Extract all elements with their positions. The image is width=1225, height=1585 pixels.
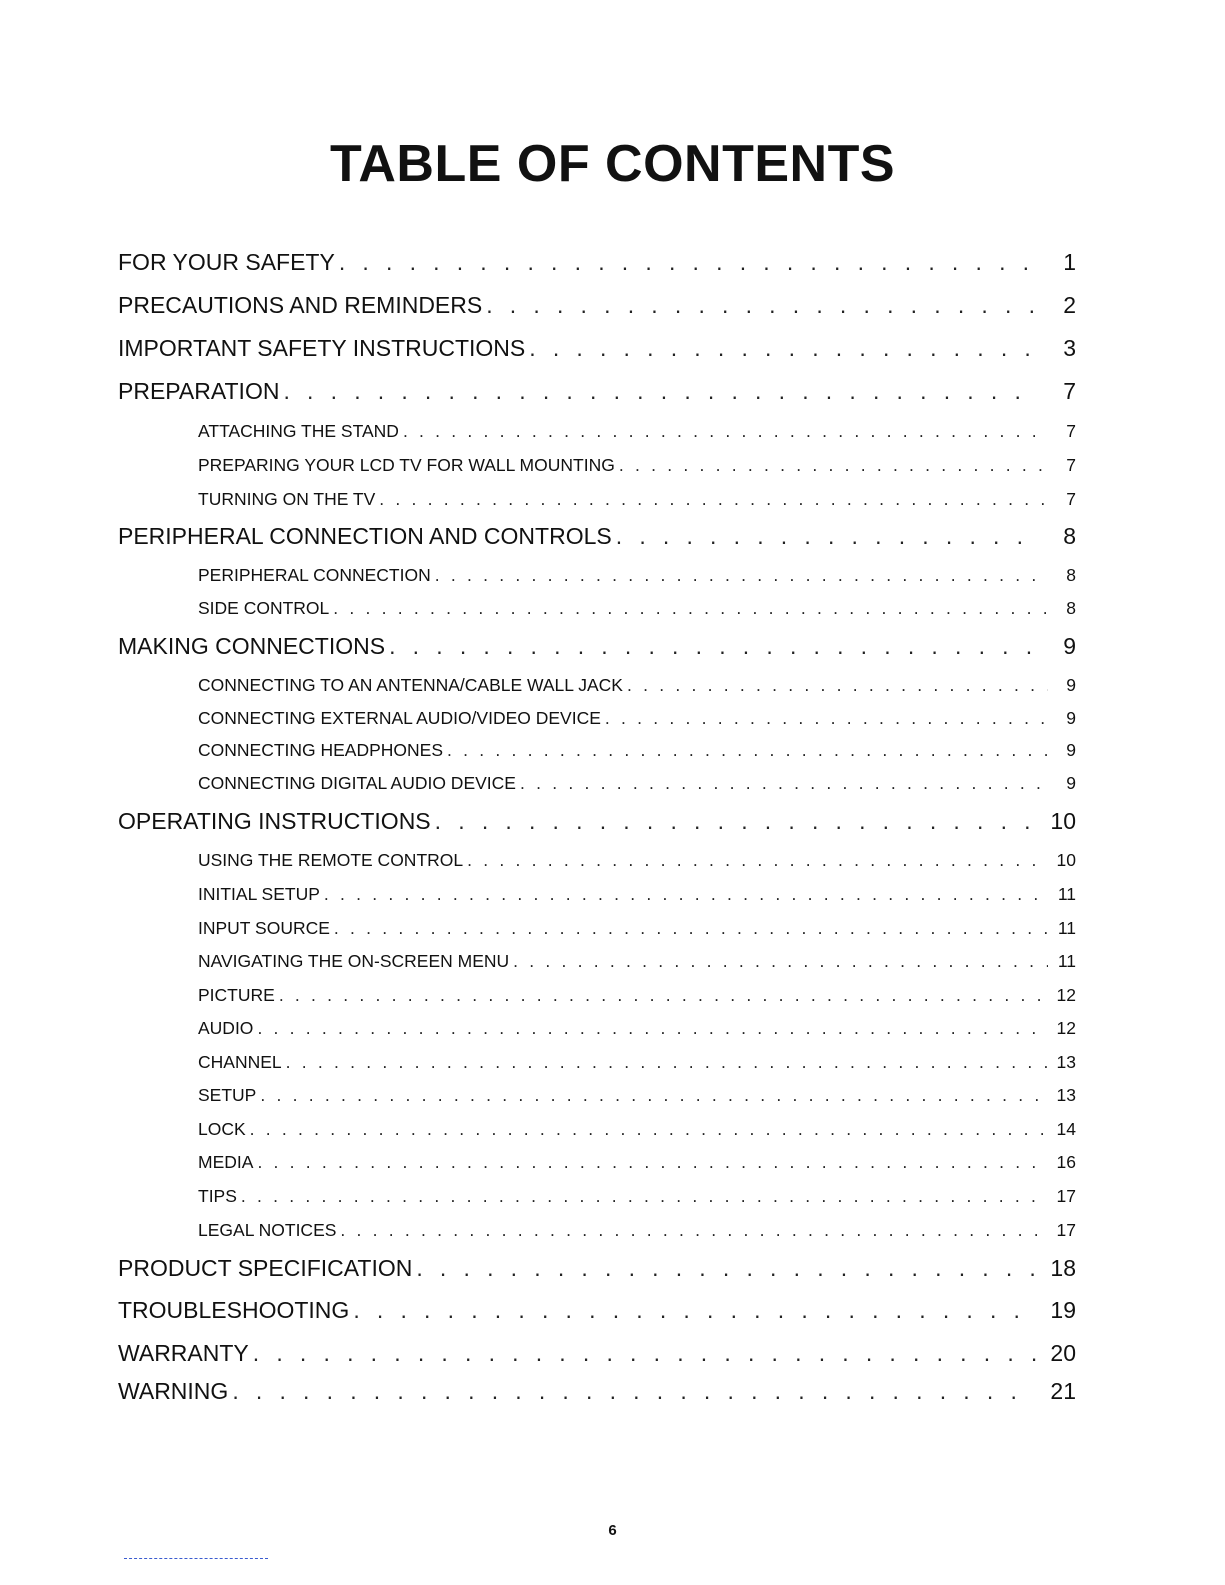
toc-subentry[interactable] — [198, 1218, 1076, 1242]
toc-entry-label: IMPORTANT SAFETY INSTRUCTIONS — [118, 335, 526, 361]
toc-entry-label: MEDIA — [198, 1152, 254, 1172]
toc-entry-label: TIPS — [198, 1186, 237, 1206]
dot-leader — [435, 806, 1036, 836]
toc-entry-page: 1 — [1063, 249, 1076, 275]
dot-leader — [250, 1117, 1048, 1141]
toc-entry[interactable] — [118, 1338, 1076, 1368]
toc-entry-label: LEGAL NOTICES — [198, 1220, 337, 1240]
toc-entry-page: 12 — [1056, 985, 1076, 1005]
dot-leader — [241, 1184, 1048, 1208]
toc-subentry[interactable] — [198, 1016, 1076, 1040]
toc-entry-page: 11 — [1057, 951, 1076, 971]
toc-entry-label: OPERATING INSTRUCTIONS — [118, 808, 431, 834]
toc-subentry[interactable] — [198, 453, 1076, 477]
toc-entry-label: LOCK — [198, 1119, 246, 1139]
toc-entry-label: TROUBLESHOOTING — [118, 1297, 350, 1323]
toc-entry-page: 16 — [1056, 1152, 1076, 1172]
toc-subentry[interactable] — [198, 882, 1076, 906]
toc-entry-page: 10 — [1056, 850, 1076, 870]
toc-entry[interactable] — [118, 1295, 1076, 1325]
toc-entry-label: MAKING CONNECTIONS — [118, 633, 386, 659]
toc-entry-label: USING THE REMOTE CONTROL — [198, 850, 464, 870]
page-title: TABLE OF CONTENTS — [329, 135, 896, 193]
page-number: 6 — [608, 1522, 617, 1539]
toc-entry-label: CHANNEL — [198, 1052, 282, 1072]
toc-subentry[interactable] — [198, 983, 1076, 1007]
dot-leader — [605, 706, 1048, 730]
toc-subentry[interactable] — [198, 771, 1076, 795]
toc-entry-label: TURNING ON THE TV — [198, 489, 376, 509]
dot-leader — [529, 333, 1036, 363]
toc-subentry[interactable] — [198, 419, 1076, 443]
toc-entry-page: 20 — [1050, 1340, 1076, 1366]
toc-entry-label: WARRANTY — [118, 1340, 249, 1366]
toc-entry-label: ATTACHING THE STAND — [198, 421, 399, 441]
toc-subentry[interactable] — [198, 563, 1076, 587]
dot-leader — [389, 631, 1036, 661]
toc-entry-page: 9 — [1066, 675, 1076, 695]
toc-entry-label: PREPARATION — [118, 378, 280, 404]
toc-subentry[interactable] — [198, 848, 1076, 872]
toc-entry-page: 13 — [1056, 1052, 1076, 1072]
toc-entry[interactable] — [118, 521, 1076, 551]
toc-entry[interactable] — [118, 806, 1076, 836]
toc-entry-page: 7 — [1066, 421, 1076, 441]
toc-entry[interactable] — [118, 1376, 1076, 1406]
toc-subentry[interactable] — [198, 1184, 1076, 1208]
dot-leader — [619, 453, 1048, 477]
dot-leader — [486, 290, 1036, 320]
toc-entry-label: AUDIO — [198, 1018, 254, 1038]
toc-entry-label: WARNING — [118, 1378, 229, 1404]
dot-leader — [324, 882, 1048, 906]
toc-subentry[interactable] — [198, 1150, 1076, 1174]
dot-leader — [333, 596, 1048, 620]
toc-entry-page: 17 — [1056, 1186, 1076, 1206]
toc-subentry[interactable] — [198, 1050, 1076, 1074]
toc-entry-label: FOR YOUR SAFETY — [118, 249, 335, 275]
dot-leader — [286, 1050, 1048, 1074]
dot-leader — [253, 1338, 1036, 1368]
dot-leader — [627, 673, 1048, 697]
toc-entry-label: PRECAUTIONS AND REMINDERS — [118, 292, 483, 318]
dot-leader — [447, 738, 1048, 762]
dot-leader — [257, 1016, 1048, 1040]
toc-subentry[interactable] — [198, 706, 1076, 730]
toc-entry-page: 7 — [1063, 378, 1076, 404]
dot-leader — [353, 1295, 1036, 1325]
toc-entry-page: 10 — [1050, 808, 1076, 834]
dot-leader — [520, 771, 1048, 795]
toc-entry-page: 9 — [1066, 708, 1076, 728]
dot-leader — [435, 563, 1048, 587]
toc-entry-label: PICTURE — [198, 985, 275, 1005]
toc-entry-page: 21 — [1050, 1378, 1076, 1404]
toc-entry[interactable] — [118, 247, 1076, 277]
toc-entry[interactable] — [118, 333, 1076, 363]
dot-leader — [467, 848, 1048, 872]
dot-leader — [416, 1253, 1036, 1283]
toc-entry-label: PRODUCT SPECIFICATION — [118, 1255, 413, 1281]
toc-entry-page: 12 — [1056, 1018, 1076, 1038]
dot-leader — [340, 1218, 1048, 1242]
toc-entry-label: INPUT SOURCE — [198, 918, 330, 938]
toc-entry-label: PERIPHERAL CONNECTION AND CONTROLS — [118, 523, 612, 549]
toc-entry-page: 2 — [1063, 292, 1076, 318]
toc-entry-label: CONNECTING DIGITAL AUDIO DEVICE — [198, 773, 516, 793]
toc-entry-label: SETUP — [198, 1085, 257, 1105]
dot-leader — [260, 1083, 1048, 1107]
toc-entry-label: NAVIGATING THE ON-SCREEN MENU — [198, 951, 510, 971]
toc-entry-label: PREPARING YOUR LCD TV FOR WALL MOUNTING — [198, 455, 615, 475]
toc-entry-page: 14 — [1056, 1119, 1076, 1139]
toc-entry-page: 11 — [1057, 884, 1076, 904]
dot-leader — [232, 1376, 1036, 1406]
toc-entry-page: 7 — [1066, 489, 1076, 509]
toc-subentry[interactable] — [198, 1117, 1076, 1141]
dot-leader — [279, 983, 1048, 1007]
toc-entry-label: CONNECTING EXTERNAL AUDIO/VIDEO DEVICE — [198, 708, 601, 728]
toc-entry-page: 3 — [1063, 335, 1076, 361]
toc-entry-page: 8 — [1063, 523, 1076, 549]
toc-entry-page: 9 — [1066, 740, 1076, 760]
toc-entry[interactable] — [118, 1253, 1076, 1283]
dot-leader — [283, 376, 1036, 406]
dot-leader — [513, 949, 1048, 973]
toc-entry-label: INITIAL SETUP — [198, 884, 320, 904]
toc-entry[interactable] — [118, 290, 1076, 320]
dot-leader — [379, 487, 1048, 511]
toc-subentry[interactable] — [198, 738, 1076, 762]
toc-entry-page: 18 — [1050, 1255, 1076, 1281]
toc-entry[interactable] — [118, 631, 1076, 661]
toc-subentry[interactable] — [198, 949, 1076, 973]
toc-subentry[interactable] — [198, 916, 1076, 940]
toc-subentry[interactable] — [198, 673, 1076, 697]
toc-entry-page: 9 — [1063, 633, 1076, 659]
dot-leader — [334, 916, 1048, 940]
footer-rule — [124, 1558, 268, 1559]
toc-subentry[interactable] — [198, 487, 1076, 511]
toc-subentry[interactable] — [198, 596, 1076, 620]
toc-entry-page: 11 — [1057, 918, 1076, 938]
dot-leader — [403, 419, 1048, 443]
toc-entry-label: CONNECTING TO AN ANTENNA/CABLE WALL JACK — [198, 675, 623, 695]
dot-leader — [257, 1150, 1048, 1174]
toc-subentry[interactable] — [198, 1083, 1076, 1107]
toc-entry-page: 19 — [1050, 1297, 1076, 1323]
dot-leader — [339, 247, 1036, 277]
toc-entry-label: SIDE CONTROL — [198, 598, 330, 618]
toc-entry-page: 7 — [1066, 455, 1076, 475]
toc-entry[interactable] — [118, 376, 1076, 406]
toc-entry-page: 8 — [1066, 598, 1076, 618]
toc-entry-label: CONNECTING HEADPHONES — [198, 740, 444, 760]
dot-leader — [616, 521, 1036, 551]
toc-entry-label: PERIPHERAL CONNECTION — [198, 565, 431, 585]
toc-entry-page: 9 — [1066, 773, 1076, 793]
toc-entry-page: 13 — [1056, 1085, 1076, 1105]
toc-entry-page: 17 — [1056, 1220, 1076, 1240]
toc-entry-page: 8 — [1066, 565, 1076, 585]
